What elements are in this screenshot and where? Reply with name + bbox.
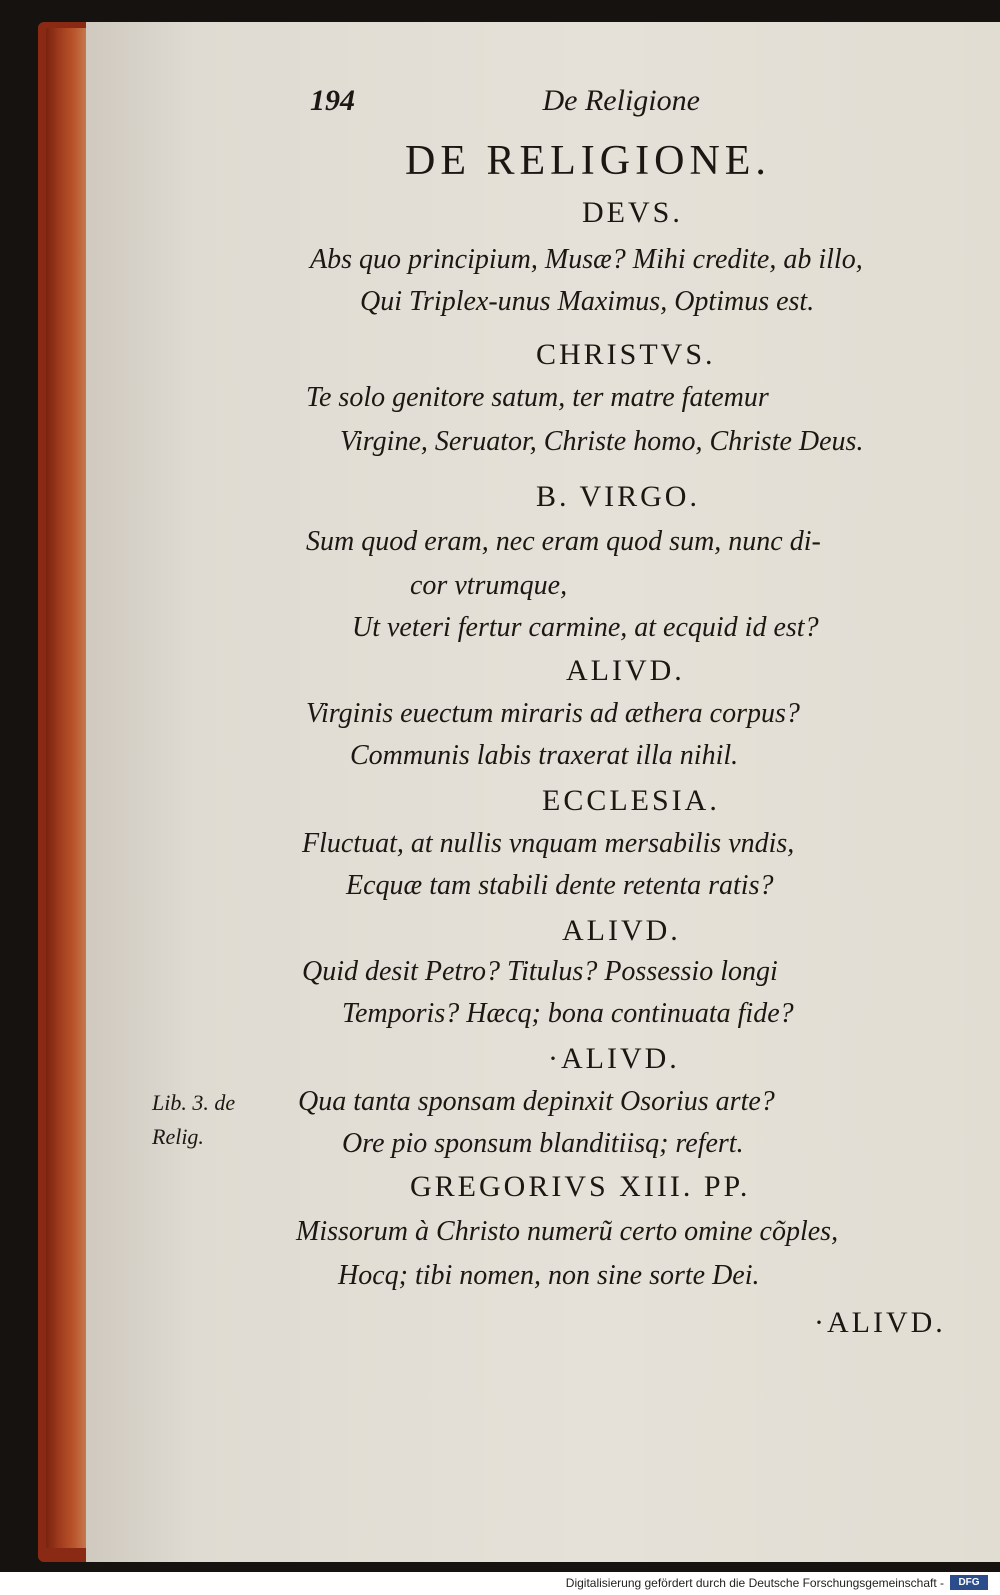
section-heading: DEVS. (582, 196, 683, 229)
verse-line: Hocq; tibi nomen, non sine sorte Dei. (338, 1260, 760, 1291)
verse-line: Virgine, Seruator, Christe homo, Christe Deus. (340, 426, 864, 457)
verse-line: Missorum à Christo numerũ certo omine cõples, (296, 1216, 839, 1247)
verse-line: Ecquæ tam stabili dente retenta ratis? (346, 870, 774, 901)
verse-line: Temporis? Hæcq; bona continuata fide? (342, 998, 794, 1029)
section-heading: B. VIRGO. (536, 480, 700, 513)
dfg-logo: DFG (950, 1575, 988, 1590)
verse-line: Virginis euectum miraris ad æthera corpus? (306, 698, 800, 729)
main-title: DE RELIGIONE. (405, 138, 771, 184)
margin-note-line: Lib. 3. de (152, 1090, 236, 1115)
verse-line: Te solo genitore satum, ter matre fatemur (306, 382, 769, 413)
page-number: 194 (310, 84, 355, 117)
margin-note-line: Relig. (152, 1124, 204, 1149)
section-heading: ALIVD. (562, 914, 681, 947)
verse-line: Abs quo principium, Musæ? Mihi credite, ab illo, (310, 244, 863, 275)
section-heading: ·ALIVD. (548, 1042, 680, 1075)
footer-credit: Digitalisierung gefördert durch die Deutsche Forschungsgemeinschaft - (565, 1576, 944, 1590)
verse-line: Communis labis traxerat illa nihil. (350, 740, 739, 771)
section-heading: ECCLESIA. (542, 784, 720, 817)
verse-line: cor vtrumque, (410, 570, 568, 601)
running-title: De Religione (542, 84, 700, 117)
footer-bar (0, 1572, 1000, 1595)
verse-line: Ut veteri fertur carmine, at ecquid id est? (352, 612, 819, 643)
section-heading: GREGORIVS XIII. PP. (410, 1170, 751, 1203)
verse-line: Sum quod eram, nec eram quod sum, nunc di- (306, 526, 821, 557)
verse-line: Qui Triplex-unus Maximus, Optimus est. (360, 286, 815, 317)
verse-line: Fluctuat, at nullis vnquam mersabilis vndis, (302, 828, 795, 859)
section-heading: ALIVD. (566, 654, 685, 687)
verse-line: Ore pio sponsum blanditiisq; refert. (342, 1128, 744, 1159)
verse-line: Qua tanta sponsam depinxit Osorius arte? (298, 1086, 775, 1117)
section-heading: CHRISTVS. (536, 338, 716, 371)
verse-line: Quid desit Petro? Titulus? Possessio longi (302, 956, 778, 987)
catchword: ·ALIVD. (814, 1306, 946, 1339)
running-head (310, 86, 700, 116)
